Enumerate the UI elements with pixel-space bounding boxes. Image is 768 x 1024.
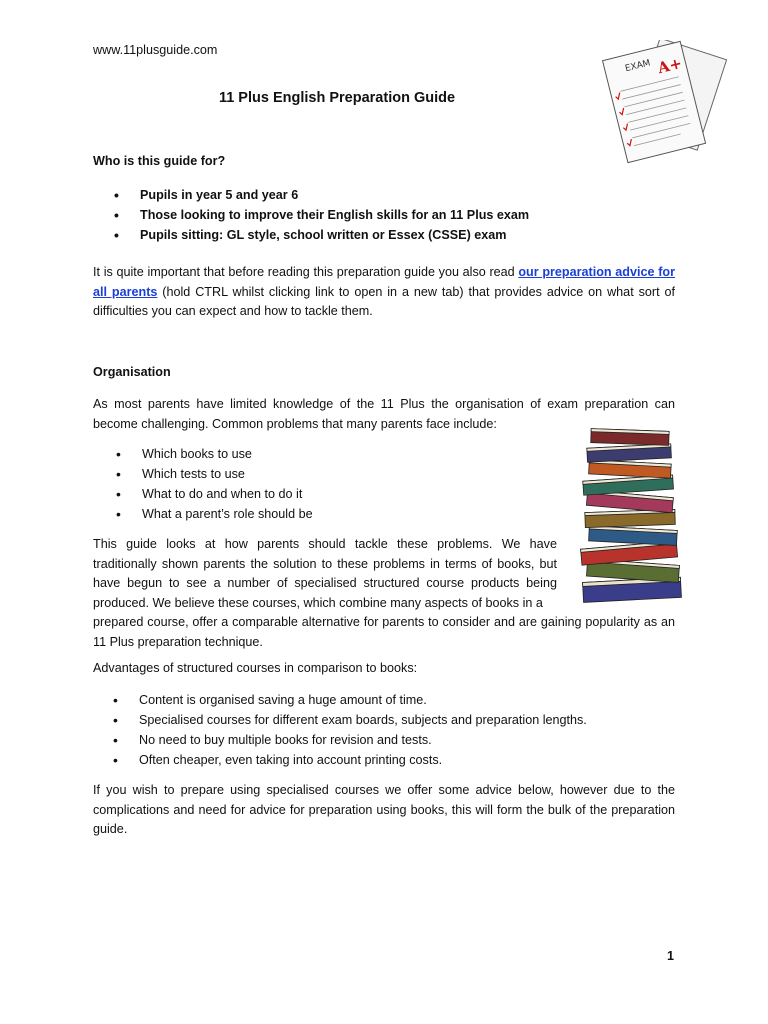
guide-paragraph bbox=[93, 535, 675, 652]
list-item: • Pupils in year 5 and year 6 bbox=[140, 185, 529, 205]
list-item: • What to do and when to do it bbox=[142, 484, 313, 504]
problems-list bbox=[142, 444, 313, 524]
list-item: • Specialised courses for different exam boards, subjects and preparation lengths. bbox=[139, 710, 587, 730]
section-heading-who: Who is this guide for? bbox=[93, 154, 226, 168]
list-item: • Which tests to use bbox=[142, 464, 313, 484]
audience-list bbox=[140, 185, 529, 245]
list-item: • No need to buy multiple books for revision and tests. bbox=[139, 730, 587, 750]
list-item: • Those looking to improve their English skills for an 11 Plus exam bbox=[140, 205, 529, 225]
guide-paragraph-rest: prepared course, offer a comparable alternative for parents to consider and are gaining popularity as an 11 Plus preparation technique. bbox=[93, 615, 675, 649]
list-item: • Pupils sitting: GL style, school written or Essex (CSSE) exam bbox=[140, 225, 529, 245]
list-item: • Often cheaper, even taking into account printing costs. bbox=[139, 750, 587, 770]
section-heading-organisation: Organisation bbox=[93, 365, 171, 379]
list-item: • What a parent’s role should be bbox=[142, 504, 313, 524]
exam-heading: EXAM bbox=[624, 58, 652, 75]
advantages-list bbox=[139, 690, 587, 770]
intro-text-after: (hold CTRL whilst clicking link to open in a new tab) that provides advice on what sort of difficulties you can expect and how to tackle them. bbox=[93, 284, 675, 318]
intro-paragraph bbox=[93, 263, 675, 322]
page-number: 1 bbox=[667, 949, 675, 963]
closing-paragraph: If you wish to prepare using specialised courses we offer some advice below, however due to the complications and need for advice for preparation using books, this will form the bulk of the preparation guide. bbox=[93, 783, 675, 836]
list-item: • Content is organised saving a huge amount of time. bbox=[139, 690, 587, 710]
exam-paper-image bbox=[592, 40, 737, 168]
document-title: 11 Plus English Preparation Guide bbox=[218, 90, 456, 106]
organisation-paragraph: As most parents have limited knowledge of the 11 Plus the organisation of exam preparation can become challenging. Common problems that many parents face include: bbox=[93, 397, 675, 431]
exam-grade: A+ bbox=[655, 53, 684, 78]
intro-text-before: It is quite important that before reading this preparation guide you also read bbox=[93, 265, 519, 279]
preparation-advice-link[interactable]: our preparation advice for all parents bbox=[93, 265, 675, 299]
list-item: • Which books to use bbox=[142, 444, 313, 464]
guide-paragraph-wrapped: This guide looks at how parents should tackle these problems. We have traditionally shown parents the solution to these problems in terms of books, but have begun to see a number of specialised structured course products being produced. We believe these courses, which combine many aspects of books in a bbox=[93, 537, 557, 610]
advantages-heading: Advantages of structured courses in comparison to books: bbox=[93, 661, 418, 675]
header-url: www.11plusguide.com bbox=[93, 43, 218, 57]
